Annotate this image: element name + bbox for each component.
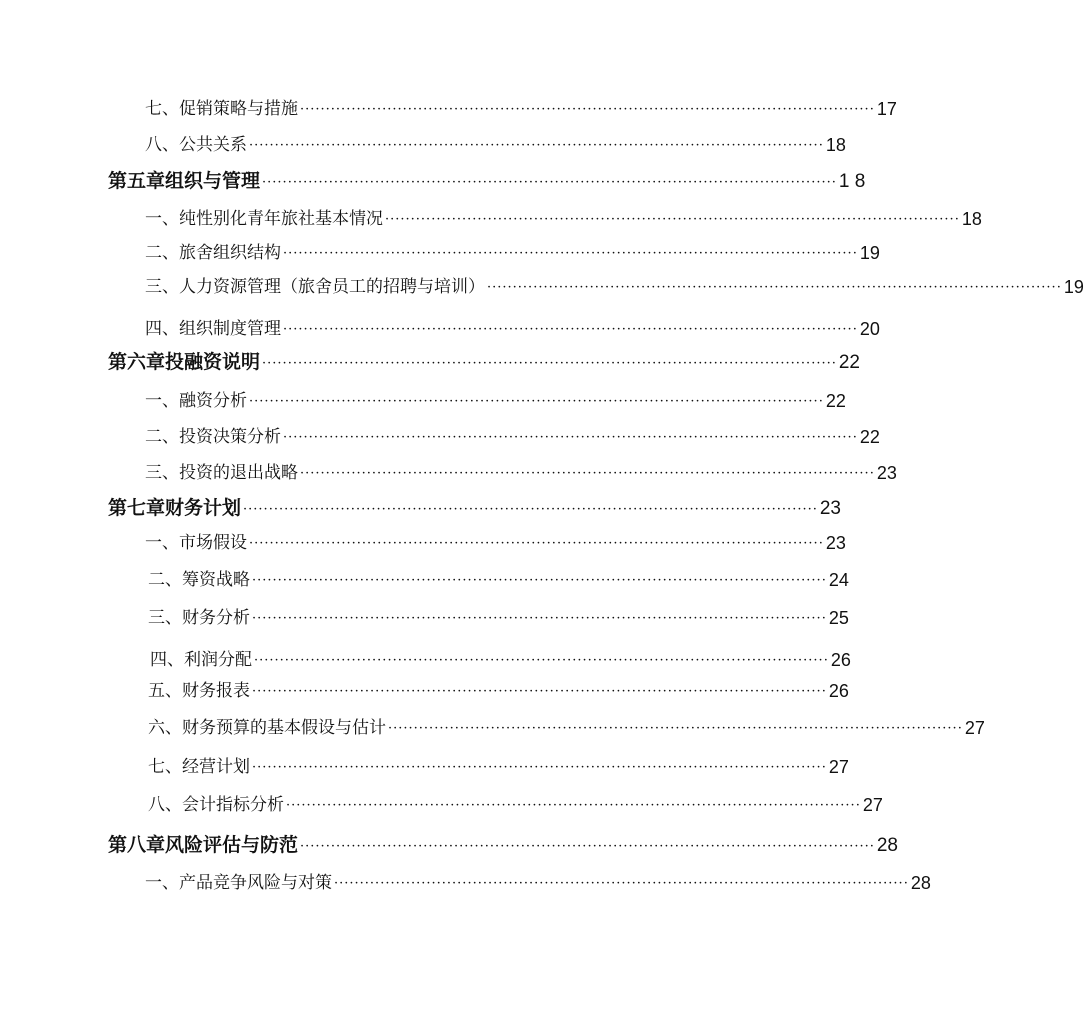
- toc-page-number: 28: [910, 873, 931, 893]
- toc-leader: ················································································································: [249, 138, 824, 153]
- toc-leader: ················································································································: [252, 760, 827, 775]
- toc-leader: ················································································································: [300, 466, 875, 481]
- toc-entry: [145, 427, 880, 447]
- toc-page-number: 22: [859, 427, 880, 447]
- toc-chapter-number: 第五章: [108, 170, 166, 192]
- toc-page-number: 19: [859, 243, 880, 263]
- toc-chapter-title: 风险评估与防范: [165, 834, 299, 856]
- toc-entry-label: 八、公共关系: [145, 135, 247, 155]
- toc-page-number: 1 8: [838, 171, 866, 192]
- toc-page-number: 25: [828, 608, 849, 628]
- toc-leader: ················································································································: [262, 175, 837, 190]
- toc-entry-label: 二、投资决策分析: [145, 427, 281, 447]
- toc-leader: ················································································································: [300, 839, 875, 854]
- toc-leader: ················································································································: [254, 653, 829, 668]
- toc-page-number: 23: [876, 463, 897, 483]
- toc-leader: ················································································································: [262, 356, 837, 371]
- toc-leader: ················································································································: [252, 573, 827, 588]
- toc-entry: [145, 391, 846, 411]
- toc-entry: [148, 795, 883, 815]
- toc-page-number: 17: [876, 99, 897, 119]
- toc-entry-label: 三、人力资源管理（旅舍员工的招聘与培训）: [145, 277, 485, 297]
- toc-leader: ················································································································: [487, 280, 1062, 295]
- toc-entry: [145, 209, 982, 229]
- toc-page-number: 23: [825, 533, 846, 553]
- toc-chapter-title: 财务计划: [165, 497, 242, 519]
- toc-entry: [145, 533, 846, 553]
- toc-entry: [145, 135, 846, 155]
- toc-leader: ················································································································: [385, 212, 960, 227]
- toc-chapter-number: 第七章: [108, 497, 166, 519]
- toc-entry: [148, 608, 849, 628]
- toc-leader: ················································································································: [249, 536, 824, 551]
- toc-leader: ················································································································: [283, 246, 858, 261]
- toc-entry: [145, 243, 880, 263]
- toc-entry: [145, 319, 880, 339]
- toc-chapter: [108, 170, 866, 192]
- toc-page-number: 28: [876, 835, 898, 856]
- toc-leader: ················································································································: [243, 502, 818, 517]
- toc-page-number: 19: [1063, 277, 1084, 297]
- toc-page-number: 24: [828, 570, 849, 590]
- toc-leader: ················································································································: [286, 798, 861, 813]
- toc-chapter-number: 第八章: [108, 834, 166, 856]
- toc-entry-label: 三、投资的退出战略: [145, 463, 298, 483]
- toc-leader: ················································································································: [388, 721, 963, 736]
- toc-page-number: 27: [862, 795, 883, 815]
- toc-leader: ················································································································: [249, 394, 824, 409]
- toc-chapter: [108, 497, 841, 519]
- toc-leader: ················································································································: [300, 102, 875, 117]
- toc-entry: [148, 681, 849, 701]
- toc-chapter-title: 投融资说明: [165, 351, 261, 373]
- toc-entry-label: 七、促销策略与措施: [145, 99, 298, 119]
- toc-entry-label: 一、纯性别化青年旅社基本情况: [145, 209, 383, 229]
- toc-entry: [148, 718, 985, 738]
- toc-entry-label: 二、旅舍组织结构: [145, 243, 281, 263]
- toc-entry: [145, 463, 897, 483]
- toc-entry-label: 五、财务报表: [148, 681, 250, 701]
- toc-entry-label: 三、财务分析: [148, 608, 250, 628]
- toc-chapter-number: 第六章: [108, 351, 166, 373]
- toc-chapter-title: 组织与管理: [165, 170, 261, 192]
- toc-entry-label: 六、财务预算的基本假设与估计: [148, 718, 386, 738]
- toc-entry-label: 一、融资分析: [145, 391, 247, 411]
- toc-leader: ················································································································: [252, 684, 827, 699]
- toc-entry: [145, 99, 897, 119]
- toc-entry-label: 八、会计指标分析: [148, 795, 284, 815]
- toc-page-number: 20: [859, 319, 880, 339]
- toc-page-number: 26: [830, 650, 851, 670]
- toc-page-number: 26: [828, 681, 849, 701]
- toc-entry: [145, 873, 931, 893]
- toc-page-number: 18: [961, 209, 982, 229]
- toc-entry: [150, 650, 851, 670]
- toc-leader: ················································································································: [252, 611, 827, 626]
- toc-entry-label: 四、利润分配: [150, 650, 252, 670]
- toc-page-number: 22: [838, 352, 860, 373]
- toc-entry: [148, 570, 849, 590]
- toc-entry: [145, 277, 1084, 297]
- toc-leader: ················································································································: [283, 322, 858, 337]
- toc-entry-label: 七、经营计划: [148, 757, 250, 777]
- toc-entry-label: 四、组织制度管理: [145, 319, 281, 339]
- toc-chapter: [108, 351, 860, 373]
- toc-entry-label: 一、市场假设: [145, 533, 247, 553]
- toc-page-number: 22: [825, 391, 846, 411]
- toc-leader: ················································································································: [334, 876, 909, 891]
- toc-entry-label: 二、筹资战略: [148, 570, 250, 590]
- toc-page-number: 23: [819, 498, 841, 519]
- toc-entry: [148, 757, 849, 777]
- toc-entry-label: 一、产品竞争风险与对策: [145, 873, 332, 893]
- toc-page-number: 27: [828, 757, 849, 777]
- toc-page-number: 18: [825, 135, 846, 155]
- toc-chapter: [108, 834, 898, 856]
- toc-page-number: 27: [964, 718, 985, 738]
- toc-leader: ················································································································: [283, 430, 858, 445]
